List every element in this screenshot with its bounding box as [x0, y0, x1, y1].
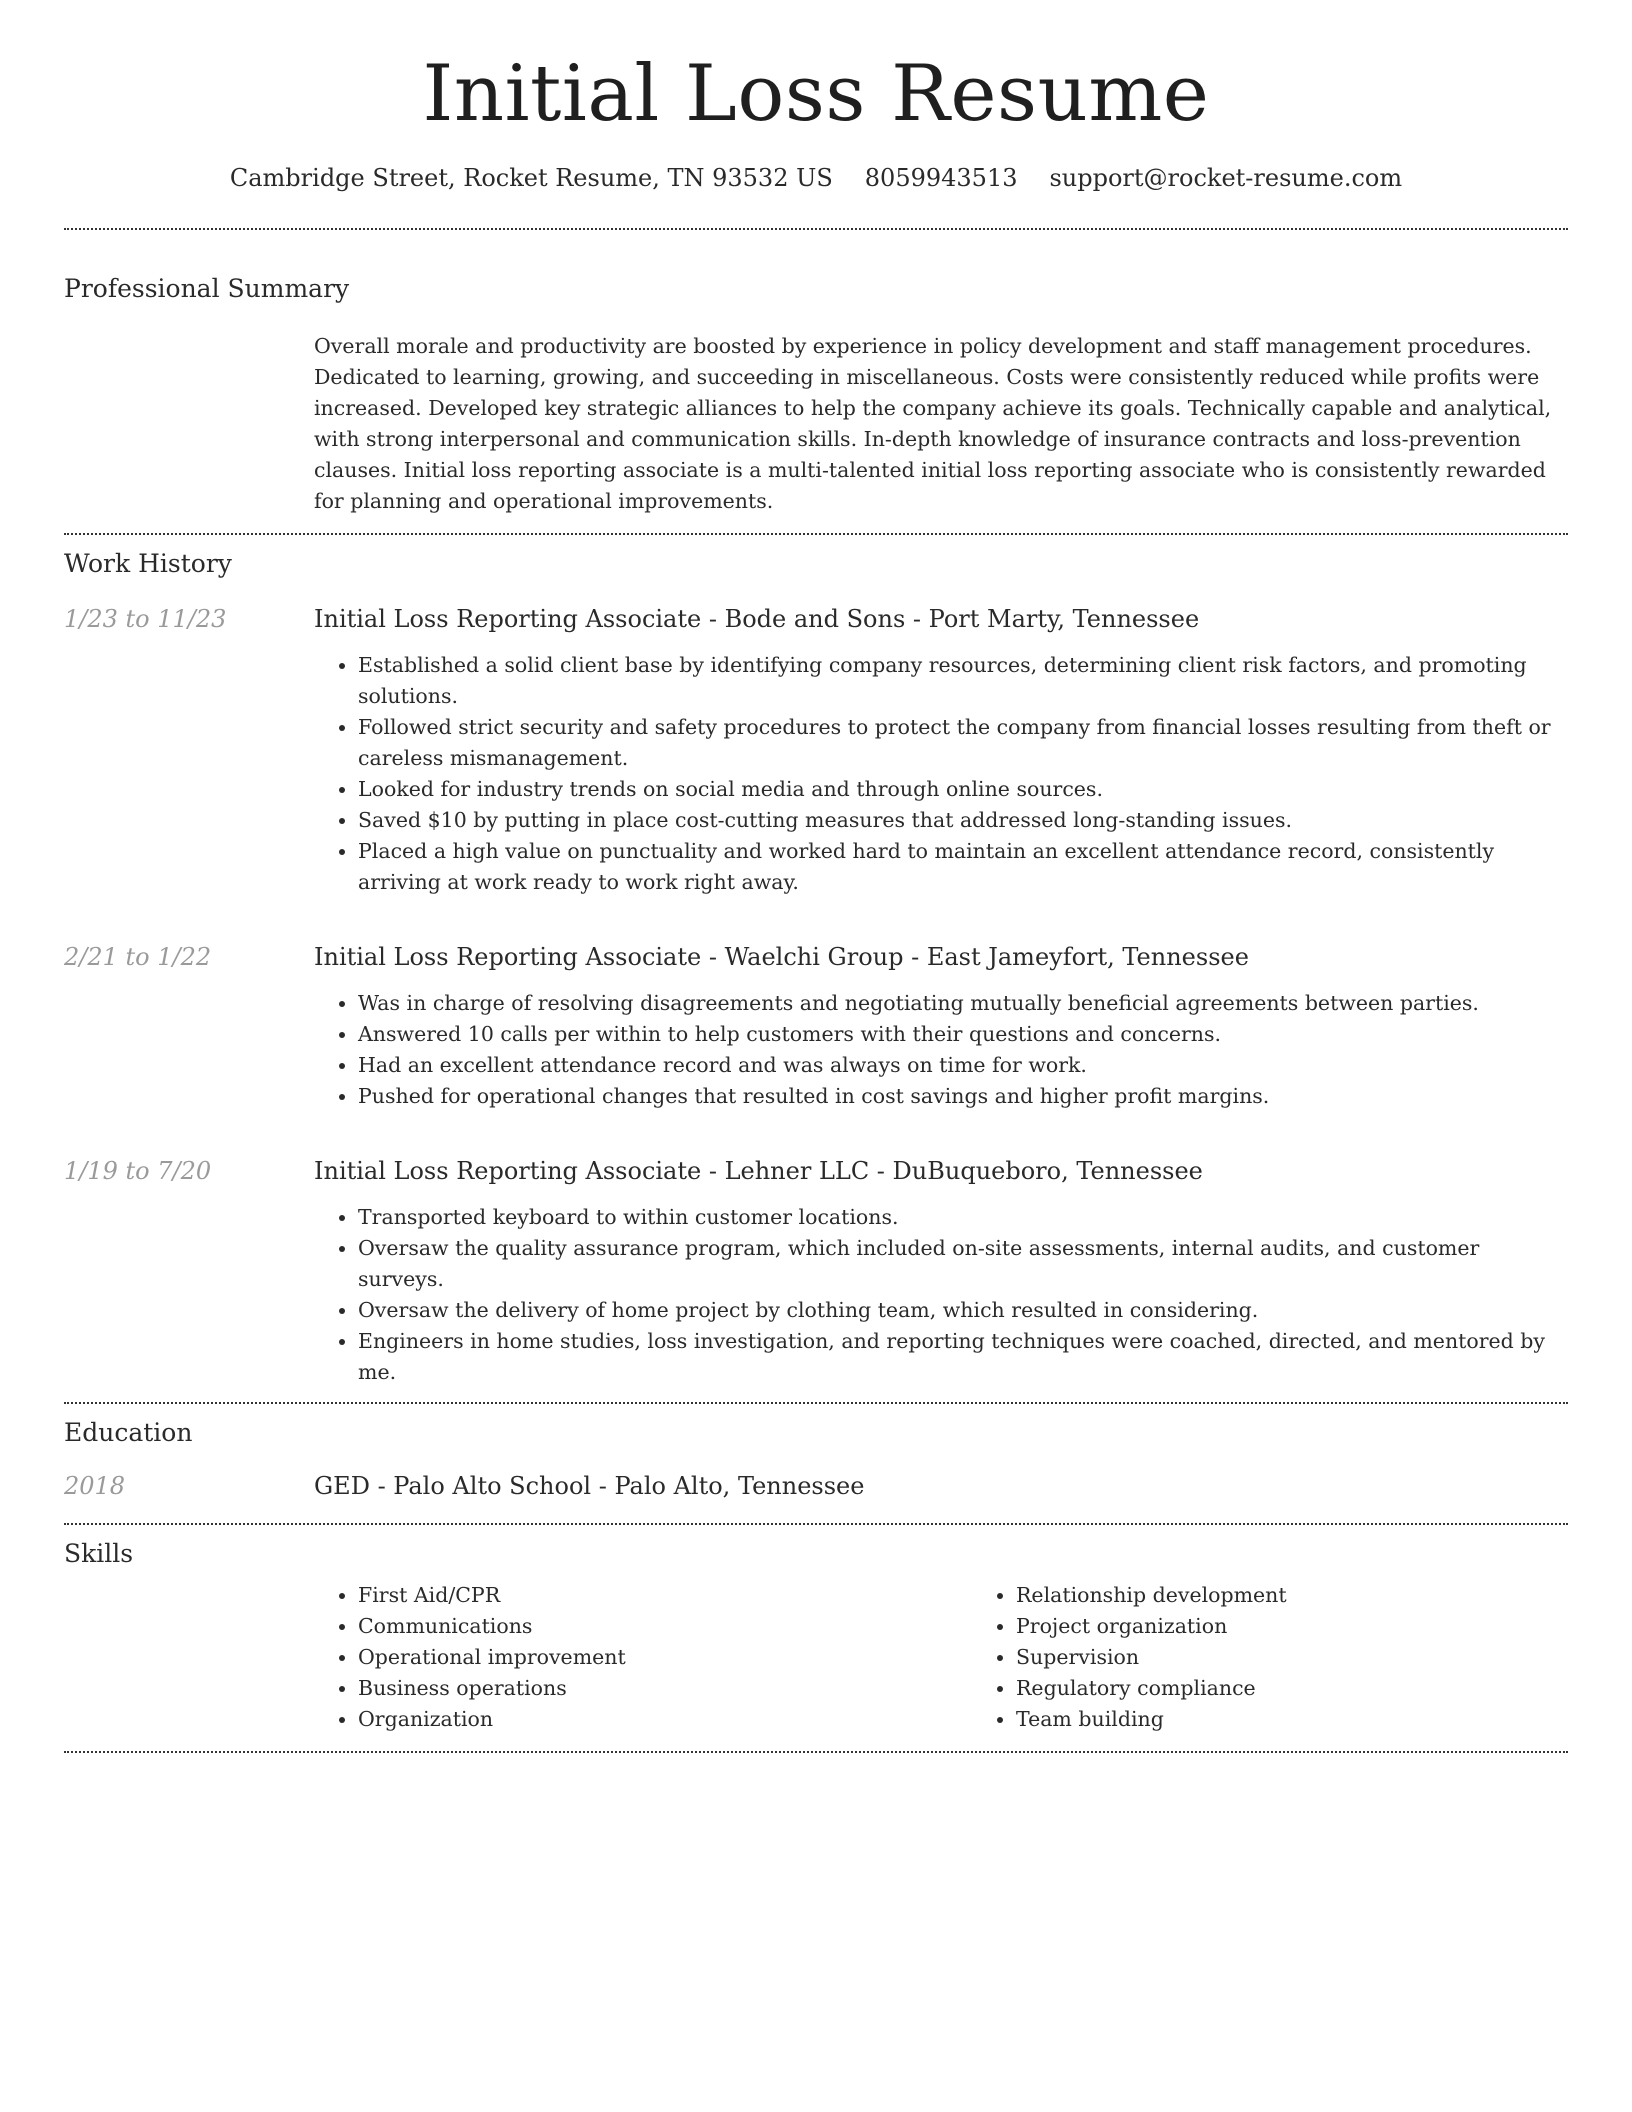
contact-address: Cambridge Street, Rocket Resume, TN 93532 US: [229, 163, 833, 192]
resume-name: Initial Loss Resume: [422, 49, 1210, 139]
skill-item: • Business operations: [358, 1673, 972, 1704]
job-date: 1/19 to 7/20: [64, 1156, 212, 1185]
job-bullet: • Followed strict security and safety procedures to protect the company from financial losses resulting from theft or careless mismanagement.: [358, 712, 1568, 774]
job-entry: [64, 940, 1568, 1112]
contact-email: support@rocket-resume.com: [1049, 163, 1403, 192]
skill-item: • Supervision: [1016, 1642, 1516, 1673]
job-bullet: • Answered 10 calls per within to help customers with their questions and concerns.: [358, 1019, 1568, 1050]
job-bullet: • Looked for industry trends on social media and through online sources.: [358, 774, 1568, 805]
job-bullet: • Engineers in home studies, loss investigation, and reporting techniques were coached, directed, and mentored by me.: [358, 1326, 1568, 1388]
skills-columns: [314, 1580, 1568, 1751]
education-section: [64, 1404, 1568, 1523]
summary-section: [64, 230, 1568, 533]
job-bullet: • Saved $10 by putting in place cost-cutting measures that addressed long-standing issues.: [358, 805, 1568, 836]
education-date: 2018: [64, 1471, 126, 1500]
skill-item: • Team building: [1016, 1704, 1516, 1735]
skill-item: • First Aid/CPR: [358, 1580, 972, 1611]
job-entry: [64, 1154, 1568, 1388]
skill-item: • Regulatory compliance: [1016, 1673, 1516, 1704]
skill-item: • Operational improvement: [358, 1642, 972, 1673]
job-bullets: [314, 1202, 1568, 1388]
skill-item: • Relationship development: [1016, 1580, 1516, 1611]
skills-list-left: [314, 1580, 972, 1735]
skills-list-right: [972, 1580, 1516, 1735]
job-body: [314, 940, 1568, 1112]
job-bullet: • Transported keyboard to within customer locations.: [358, 1202, 1568, 1233]
summary-text: Overall morale and productivity are boosted by experience in policy development and staff management procedures. Dedicated to learning, growing, and succeeding in miscellaneous. Costs were consistently reduced while profits were increased. Developed key strategic alliances to help the company achieve its goals. Technically capable and analytical, with strong interpersonal and communication skills. In-depth knowledge of insurance contracts and loss-prevention clauses. Initial loss reporting associate is a multi-talented initial loss reporting associate who is consistently rewarded for planning and operational improvements.: [314, 333, 1552, 513]
job-bullet: • Had an excellent attendance record and was always on time for work.: [358, 1050, 1568, 1081]
job-bullet: • Oversaw the quality assurance program, which included on-site assessments, internal audits, and customer surveys.: [358, 1233, 1568, 1295]
job-title: Initial Loss Reporting Associate - Lehner LLC - DuBuqueboro, Tennessee: [314, 1156, 1203, 1185]
job-bullets: [314, 650, 1568, 898]
skill-item: • Project organization: [1016, 1611, 1516, 1642]
contact-line: [64, 164, 1568, 192]
job-bullets: [314, 988, 1568, 1112]
contact-phone: 8059943513: [864, 163, 1018, 192]
job-bullet: • Placed a high value on punctuality and worked hard to maintain an excellent attendance record, consistently arriving at work ready to work right away.: [358, 836, 1568, 898]
resume-header: [64, 0, 1568, 192]
education-title: GED - Palo Alto School - Palo Alto, Tennessee: [314, 1471, 865, 1500]
job-date: 1/23 to 11/23: [64, 604, 227, 633]
job-entry: [64, 602, 1568, 898]
job-title: Initial Loss Reporting Associate - Bode and Sons - Port Marty, Tennessee: [314, 604, 1200, 633]
job-date: 2/21 to 1/22: [64, 942, 212, 971]
work-history-section: [64, 535, 1568, 1402]
skill-item: • Communications: [358, 1611, 972, 1642]
job-body: [314, 1154, 1568, 1388]
job-bullet: • Was in charge of resolving disagreements and negotiating mutually beneficial agreements between parties.: [358, 988, 1568, 1019]
skills-section: [64, 1525, 1568, 1751]
skills-heading: Skills: [64, 1538, 134, 1568]
skills-divider: [64, 1751, 1568, 1753]
job-body: [314, 602, 1568, 898]
summary-heading: Professional Summary: [64, 273, 350, 303]
education-heading: Education: [64, 1417, 193, 1447]
job-bullet: • Pushed for operational changes that resulted in cost savings and higher profit margins.: [358, 1081, 1568, 1112]
education-entry: [64, 1469, 1568, 1523]
job-title: Initial Loss Reporting Associate - Waelchi Group - East Jameyfort, Tennessee: [314, 942, 1249, 971]
work-history-heading: Work History: [64, 548, 232, 578]
job-bullet: • Established a solid client base by identifying company resources, determining client risk factors, and promoting solutions.: [358, 650, 1568, 712]
skill-item: • Organization: [358, 1704, 972, 1735]
job-bullet: • Oversaw the delivery of home project by clothing team, which resulted in considering.: [358, 1295, 1568, 1326]
